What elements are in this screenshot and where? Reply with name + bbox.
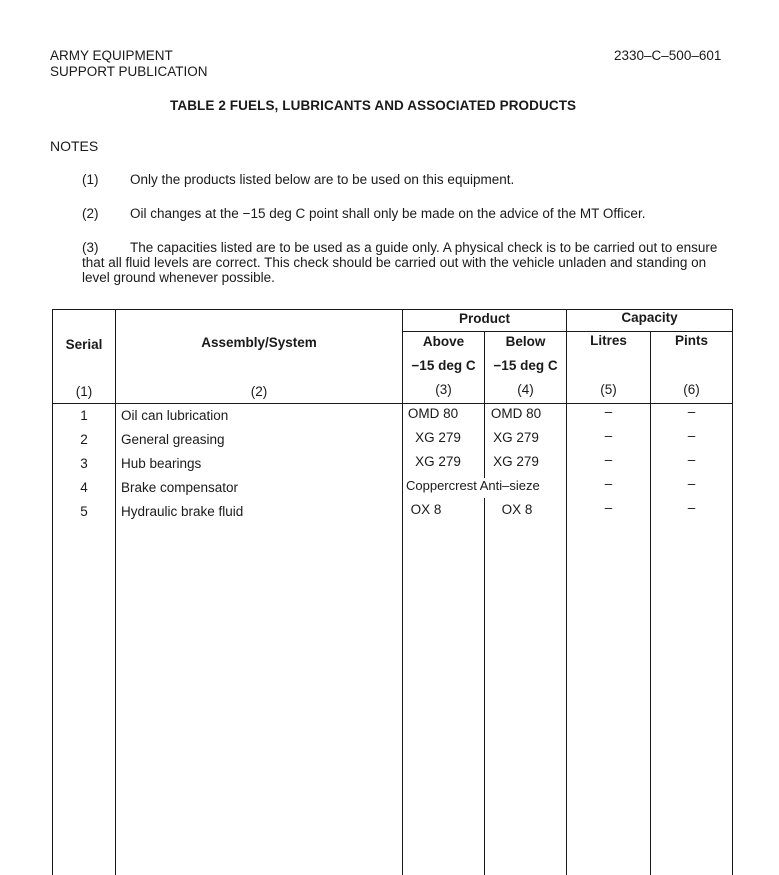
column-number: (3) [435,382,452,397]
cell-serial: 4 [80,480,88,495]
column-number: (4) [517,382,534,397]
note-text: Only the products listed below are to be used on this equipment. [130,172,515,187]
cell-serial: 3 [80,456,88,471]
cell-below: XG 279 [493,430,539,445]
col-border-right [732,309,733,875]
notes-heading: NOTES [50,138,99,154]
cell-pints: – [687,476,696,491]
cell-serial: 5 [80,504,88,519]
note-1 [82,172,514,187]
note-number: (2) [82,206,99,221]
cell-assembly: Brake compensator [121,480,239,495]
cell-pints: – [687,404,696,419]
note-3 [82,240,732,285]
cell-product-span: Coppercrest Anti–sieze [406,478,540,493]
cell-below: OX 8 [501,502,533,517]
header-product: Product [458,311,510,326]
note-number: (3) [82,240,99,255]
header-above: Above [422,334,465,349]
cell-litres: – [604,404,613,419]
column-number: (5) [600,382,617,397]
cell-above: XG 279 [415,454,461,469]
cell-assembly: Hydraulic brake fluid [121,504,244,519]
note-2 [82,206,645,221]
cell-below: OMD 80 [490,406,542,421]
cell-assembly: General greasing [121,432,225,447]
column-number: (6) [683,382,700,397]
table-title: TABLE 2 FUELS, LUBRICANTS AND ASSOCIATED PRODUCTS [170,98,577,113]
cell-litres: – [604,500,613,515]
note-text: The capacities listed are to be used as a guide only. A physical check is to be carried out to ensure that all fluid levels are correct. This check should be carried out with the vehicle unladen and standing on level ground whenever possible. [82,240,718,285]
document-number: 2330–C–500–601 [614,48,722,63]
note-number: (1) [82,172,99,187]
cell-pints: – [687,500,696,515]
header-below: Below [505,334,546,349]
cell-above: OMD 80 [407,406,459,421]
cell-litres: – [604,476,613,491]
header-litres: Litres [590,333,627,348]
cell-above: OX 8 [410,502,442,517]
cell-pints: – [687,428,696,443]
cell-pints: – [687,452,696,467]
note-text: Oil changes at the −15 deg C point shall only be made on the advice of the MT Officer. [130,206,646,221]
cell-serial: 1 [80,408,88,423]
cell-litres: – [604,452,613,467]
org-line-2: SUPPORT PUBLICATION [50,64,208,79]
cell-litres: – [604,428,613,443]
header-serial: Serial [65,337,103,352]
cell-serial: 2 [80,432,88,447]
header-capacity: Capacity [621,310,678,325]
header-below-temp: −15 deg C [493,358,558,373]
header-assembly: Assembly/System [201,335,317,350]
cell-assembly: Oil can lubrication [121,408,229,423]
publication-org [50,48,208,80]
col-border-above-lower [484,498,485,875]
cell-below: XG 279 [493,454,539,469]
group-header-divider [402,331,733,332]
cell-assembly: Hub bearings [121,456,202,471]
column-number: (2) [250,384,268,399]
column-number: (1) [75,384,93,399]
header-above-temp: −15 deg C [411,358,476,373]
header-pints: Pints [674,333,708,348]
cell-above: XG 279 [415,430,461,445]
org-line-1: ARMY EQUIPMENT [50,48,173,63]
